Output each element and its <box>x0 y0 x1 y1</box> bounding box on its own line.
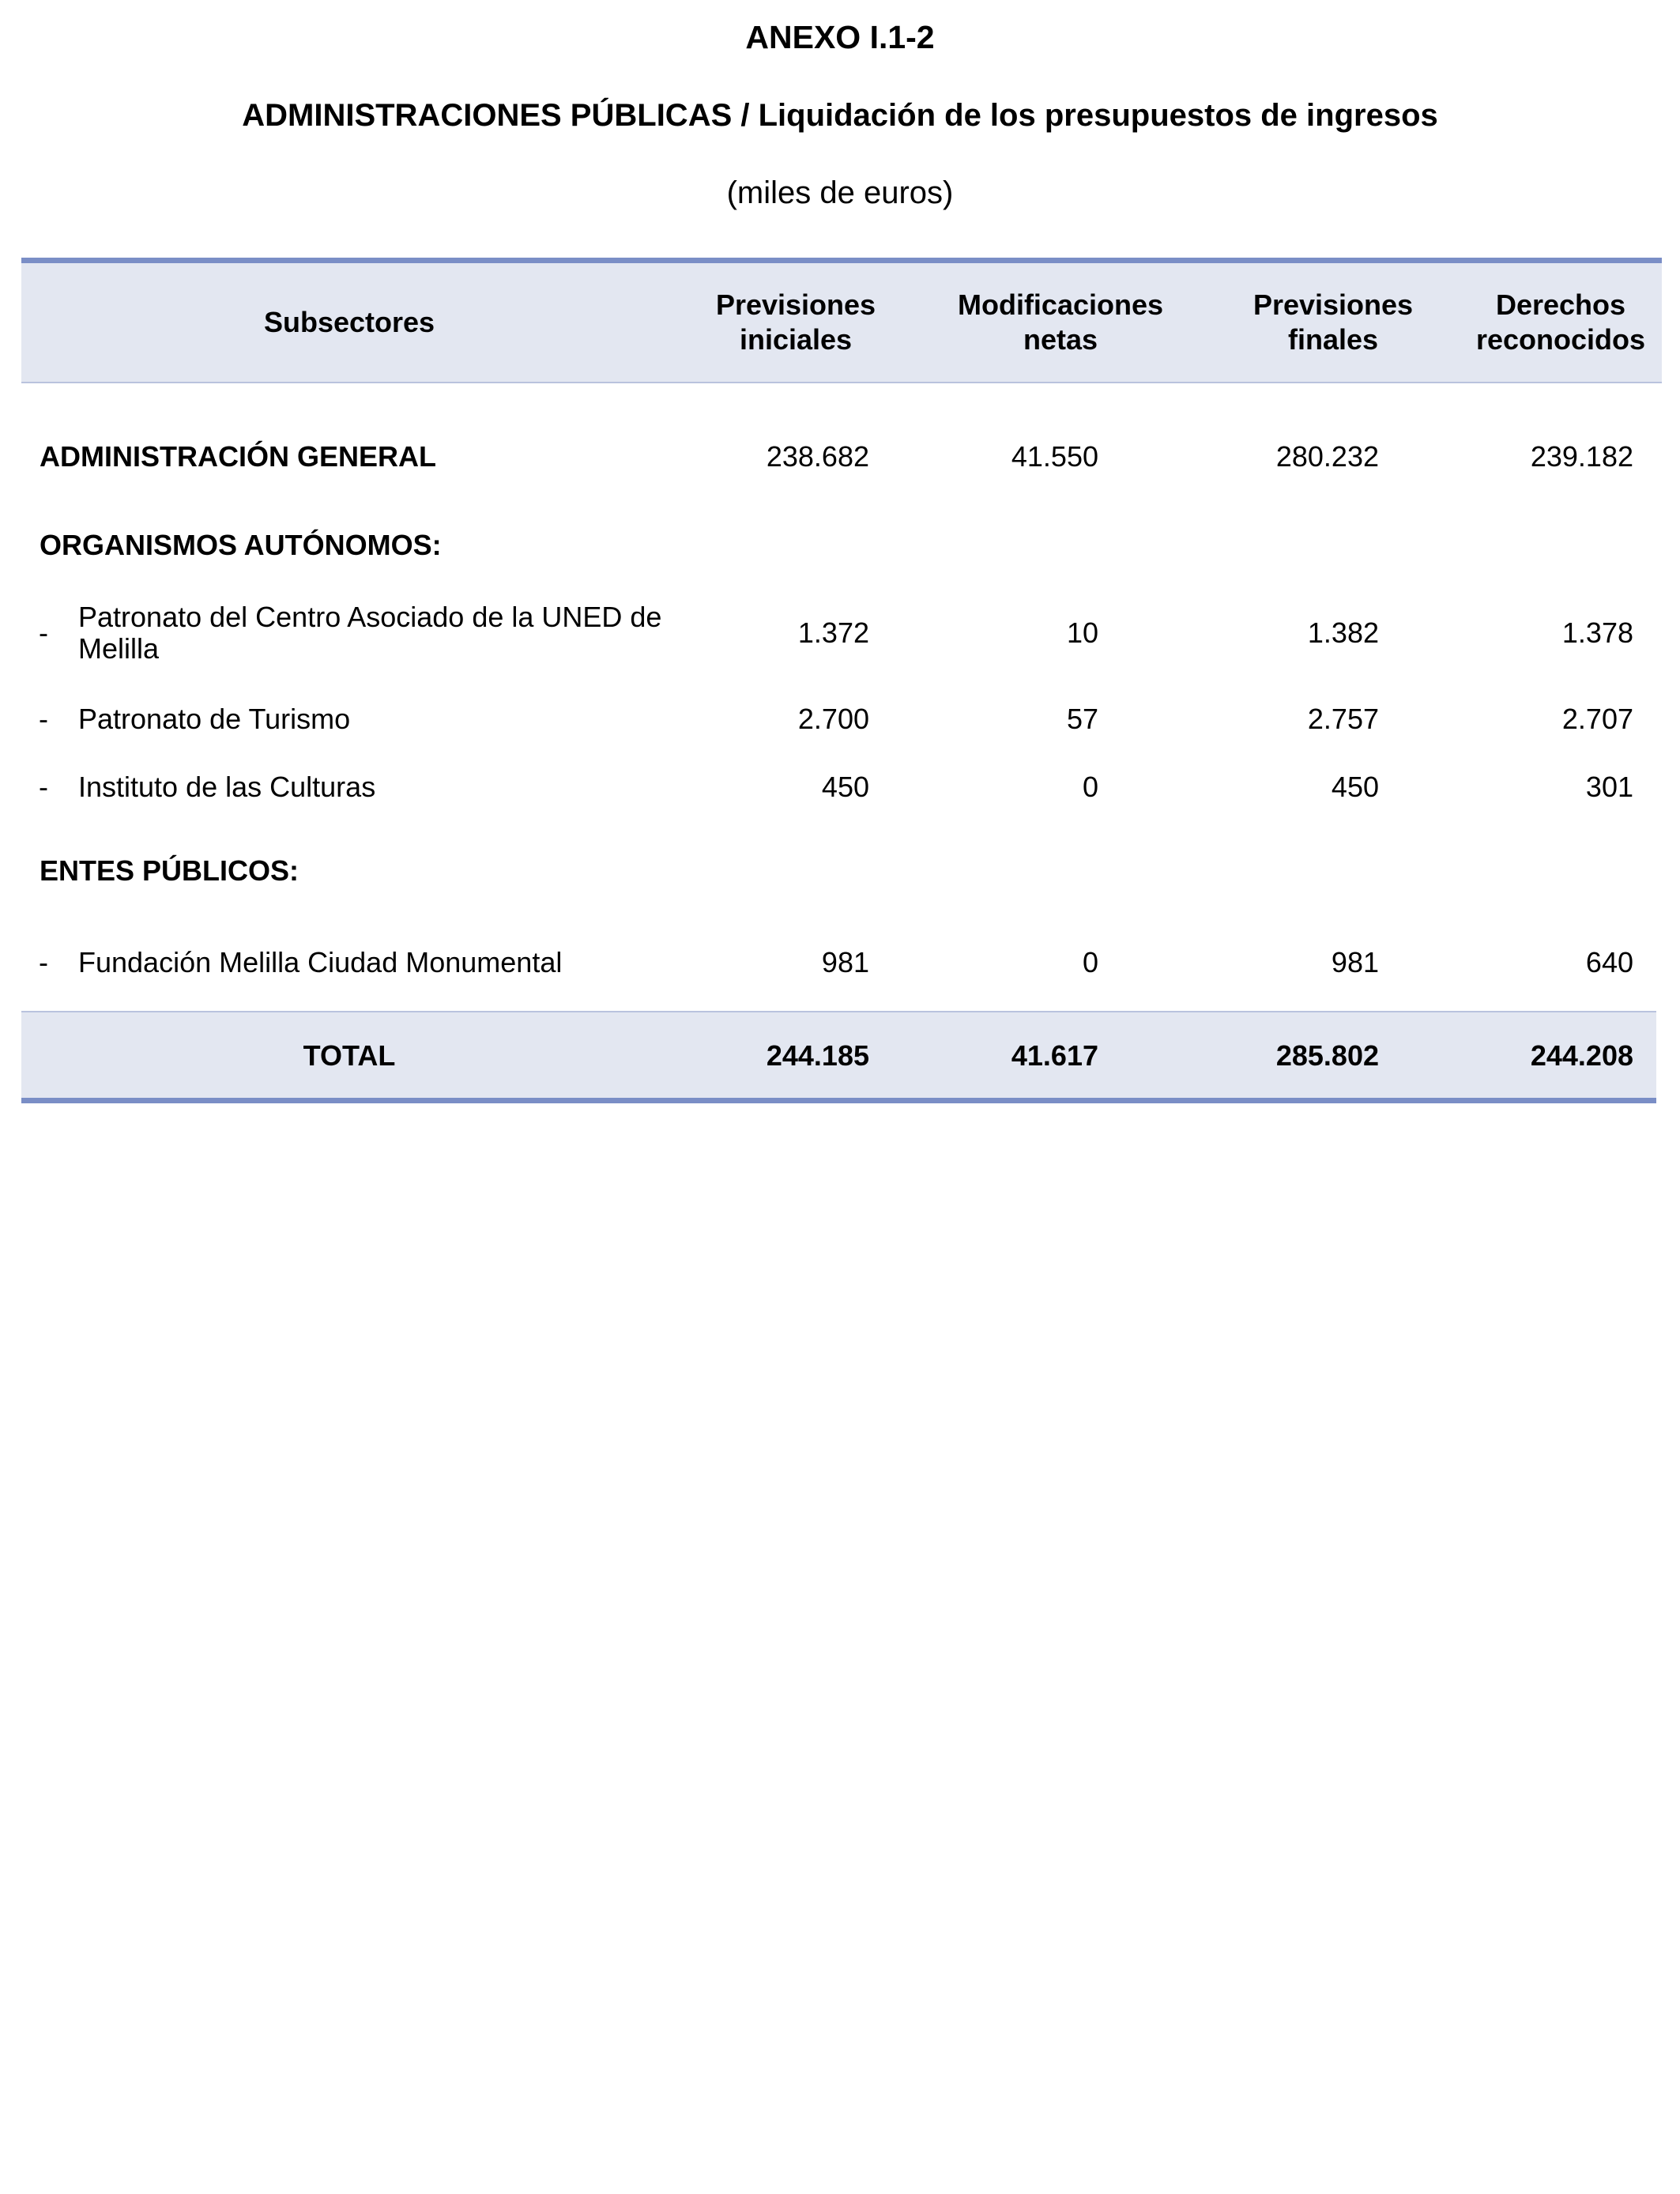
value-previsiones-iniciales: 1.372 <box>797 616 869 649</box>
value-derechos-reconocidos: 640 <box>1585 946 1633 978</box>
table-row <box>21 696 1662 743</box>
total-previsiones-finales: 285.802 <box>1275 1039 1379 1072</box>
total-label: TOTAL <box>303 1039 396 1072</box>
value-previsiones-finales: 981 <box>1331 946 1379 978</box>
total-derechos-reconocidos: 244.208 <box>1530 1039 1633 1072</box>
value-previsiones-iniciales: 2.700 <box>797 703 869 735</box>
value-previsiones-finales: 280.232 <box>1275 440 1379 473</box>
section-heading-organismos <box>21 522 1662 569</box>
header-modificaciones-netas: Modificaciones netas <box>957 288 1164 356</box>
total-modificaciones-netas: 41.617 <box>1011 1039 1098 1072</box>
table-row <box>21 598 1662 669</box>
bullet: - <box>39 616 48 649</box>
value-previsiones-iniciales: 450 <box>821 771 869 803</box>
table-top-rule <box>21 258 1662 263</box>
table-bottom-rule <box>21 1098 1656 1103</box>
row-label: Instituto de las Culturas <box>78 771 376 803</box>
header-derechos-reconocidos: Derechos reconocidos <box>1475 288 1646 356</box>
row-label: Fundación Melilla Ciudad Monumental <box>78 946 563 978</box>
table-row <box>21 939 1662 986</box>
value-previsiones-finales: 1.382 <box>1307 616 1379 649</box>
section-heading: ENTES PÚBLICOS: <box>40 854 299 887</box>
value-previsiones-iniciales: 238.682 <box>766 440 869 473</box>
header-previsiones-iniciales: Previsiones iniciales <box>715 288 876 356</box>
value-derechos-reconocidos: 239.182 <box>1530 440 1633 473</box>
units-label: (miles de euros) <box>726 175 954 210</box>
value-modificaciones-netas: 41.550 <box>1011 440 1098 473</box>
section-heading-entes <box>21 847 1662 895</box>
annex-title: ANEXO I.1-2 <box>745 19 935 55</box>
value-previsiones-finales: 450 <box>1331 771 1379 803</box>
bullet: - <box>39 771 48 803</box>
section-heading: ORGANISMOS AUTÓNOMOS: <box>40 529 442 561</box>
header-subsectores: Subsectores <box>263 306 435 338</box>
table-row <box>21 763 1662 811</box>
value-derechos-reconocidos: 1.378 <box>1561 616 1633 649</box>
value-previsiones-iniciales: 981 <box>821 946 869 978</box>
row-label: ADMINISTRACIÓN GENERAL <box>40 440 436 473</box>
row-administracion-general <box>21 433 1662 481</box>
table-header <box>21 263 1662 383</box>
bullet: - <box>39 703 48 735</box>
value-previsiones-finales: 2.757 <box>1307 703 1379 735</box>
value-modificaciones-netas: 0 <box>1082 946 1098 978</box>
bullet: - <box>39 946 48 978</box>
value-modificaciones-netas: 0 <box>1082 771 1098 803</box>
row-label: Patronato del Centro Asociado de la UNED de Melilla <box>78 601 662 665</box>
value-modificaciones-netas: 10 <box>1066 616 1098 649</box>
total-previsiones-iniciales: 244.185 <box>766 1039 869 1072</box>
document-title: ADMINISTRACIONES PÚBLICAS / Liquidación de los presupuestos de ingresos <box>242 98 1438 133</box>
header-previsiones-finales: Previsiones finales <box>1252 288 1414 356</box>
total-row <box>21 1011 1656 1099</box>
value-derechos-reconocidos: 301 <box>1585 771 1633 803</box>
value-derechos-reconocidos: 2.707 <box>1561 703 1633 735</box>
value-modificaciones-netas: 57 <box>1066 703 1098 735</box>
row-label: Patronato de Turismo <box>78 703 351 735</box>
